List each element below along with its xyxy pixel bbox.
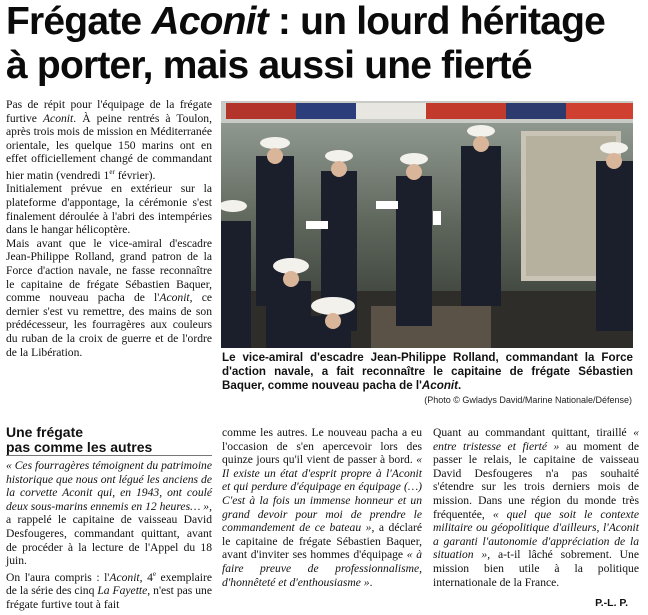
ceremony-photo-illustration — [221, 101, 633, 348]
paragraph-fourrageres: Mais avant que le vice-amiral d'escadre Jean-Philippe Rolland, grand patron de la Force d'action navale, ne fasse reconnaître le capitaine de frégate Sébastien Baquer, comme nouveau pacha de l'Aconit, ce dernier s'est vu remettre, des mains de son prédécesseur, les fourragères aux couleurs du ruban de la croix de guerre et de l'ordre de la Libération. — [6, 236, 213, 359]
article-column-3 — [433, 426, 639, 589]
paragraph-intro: Pas de répit pour l'équipage de la frégate furtive Aconit. À peine rentrés à Toulon, après trois mois de mission en Méditerranée orientale, les quelque 150 marins ont en effet officiellement changé de commandant hier matin (vendredi 1er février). — [6, 98, 212, 182]
ceremony-photo — [221, 101, 633, 348]
paragraph-outgoing-commander: Quant au commandant quittant, tiraillé « entre tristesse et fierté » au moment de passer le relais, le capitaine de vaisseau David Desfougeres n'a pas souhaité s'étendre sur les trois derniers mois de mission. Dans une région du monde très fréquentée, « quel que soit le contexte militaire ou géopolitique d'ailleurs, l'Aconit a garanti l'autonomie d'appréciation de la situation », a-t-il lâché sobrement. Une mission bien utile à la politique internationale de la France. — [433, 426, 639, 589]
photo-caption: Le vice-amiral d'escadre Jean-Philippe Rolland, commandant la Force d'action navale, a fait reconnaître le capitaine de frégate Sébastien Baquer, comme nouveau pacha de l'Aconit. — [222, 351, 633, 392]
headline-ship-name: Aconit — [151, 0, 268, 43]
article-column-1-continued — [6, 459, 212, 611]
paragraph-ceremony: Initialement prévue en extérieur sur la plateforme d'appontage, la cérémonie s'est finalement déroulée à l'abri des intempéries dans le hangar hélicoptère. — [6, 182, 212, 237]
article-column-1 — [6, 98, 212, 359]
author-signature: P.-L. P. — [595, 597, 628, 609]
subheading: Une frégate pas comme les autres — [6, 424, 153, 455]
article-column-2 — [222, 426, 422, 589]
photo-credit: (Photo © Gwladys David/Marine Nationale/Défense) — [424, 395, 632, 405]
paragraph-new-commander: comme les autres. Le nouveau pacha a eu l'occasion de s'en apercevoir lors des quinze jours qu'il vient de passer à bord. « Il existe un état d'esprit propre à l'Aconit et qui perdure d'équipage en équipage (…) C'est à la fois un immense honneur et un grand devoir pour moi de prendre le commandement de ce bateau », a déclaré le capitaine de frégate Sébastien Baquer, avant d'inviter ses hommes d'équipage « à faire preuve de professionnalisme, d'honnêteté et d'enthousiasme ». — [222, 426, 423, 589]
headline — [6, 0, 646, 88]
headline-line1: Frégate Aconit : un lourd héritage — [6, 0, 606, 43]
paragraph-series: On l'aura compris : l'Aconit, 4e exemplaire de la série des cinq La Fayette, n'est pas une frégate furtive tout à fait — [6, 569, 213, 611]
subheading-rule — [6, 455, 212, 456]
headline-line2: à porter, mais aussi une fierté — [6, 44, 532, 87]
paragraph-quote-heritage: « Ces fourragères témoignent du patrimoine historique que nous ont légué les anciens de la corvette Aconit qui, en 1943, ont coulé deux sous-marins ennemis en 12 heures… », a rappelé le capitaine de vaisseau David Desfougeres, commandant quittant, avant de procéder à la lecture de l'Appel du 18 juin. — [6, 459, 212, 568]
